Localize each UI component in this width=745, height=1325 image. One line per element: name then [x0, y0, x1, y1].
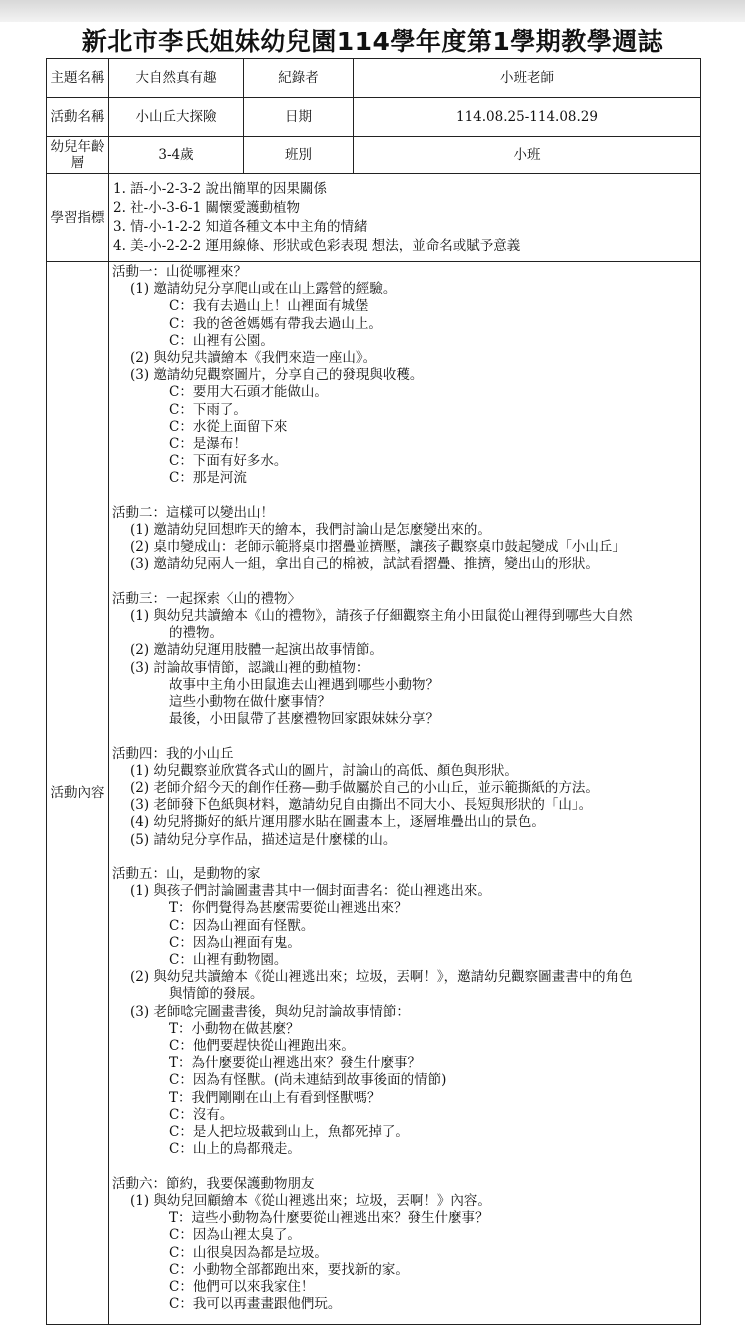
dialogue-line: C：因為山裡面有鬼。 [169, 934, 301, 951]
dialogue-line: C：下雨了。 [169, 401, 247, 418]
activity-title: 活動二：這樣可以變出山！ [112, 504, 274, 521]
date-label: 日期 [244, 98, 354, 137]
dialogue-line: C：小動物全部都跑出來，要找新的家。 [169, 1261, 409, 1278]
activity-title: 活動一：山從哪裡來？ [112, 264, 247, 280]
activity-label: 活動名稱 [47, 98, 109, 137]
activity-value: 小山丘大探險 [109, 98, 244, 137]
goals-label: 學習指標 [47, 174, 109, 262]
browser-top-bar [0, 0, 745, 22]
dialogue-line: C：我的爸爸媽媽有帶我去過山上。 [169, 315, 382, 332]
activity-title: 活動六：節約，我要保護動物朋友 [112, 1175, 315, 1192]
dialogue-line: C：他們可以來我家住！ [169, 1278, 315, 1295]
goal-item: 2. 社-小-3-6-1 關懷愛護動植物 [113, 199, 300, 216]
activity-item: (1) 與幼兒共讀繪本《山的禮物》，請孩子仔細觀察主角小田鼠從山裡得到哪些大自然 [130, 608, 633, 625]
dialogue-line: T：我們剛剛在山上有看到怪獸嗎？ [169, 1089, 381, 1106]
class-label: 班別 [244, 137, 354, 174]
dialogue-line: T：小動物在做甚麼？ [169, 1020, 300, 1037]
discussion-question: 最後，小田鼠帶了甚麼禮物回家跟妹妹分享？ [169, 711, 439, 728]
dialogue-line: C：是人把垃圾載到山上，魚都死掉了。 [169, 1124, 409, 1141]
activity-item-continued: 與情節的發展。 [169, 986, 264, 1003]
goals-list [109, 174, 701, 262]
activity-item: (3) 邀請幼兒兩人一組，拿出自己的棉被，試試看摺疊、推擠，變出山的形狀。 [130, 556, 599, 573]
activity-title: 活動四：我的小山丘 [112, 745, 234, 762]
dialogue-line: C：我可以再畫畫跟他們玩。 [169, 1296, 342, 1313]
dialogue-line: C：他們要趕快從山裡跑出來。 [169, 1038, 355, 1055]
dialogue-line: C：下面有好多水。 [169, 453, 288, 470]
activity-2 [112, 505, 700, 574]
activity-item: (2) 與幼兒共讀繪本《我們來造一座山》。 [130, 350, 377, 367]
activity-item: (1) 與孩子們討論圖畫書其中一個封面書名：從山裡逃出來。 [130, 883, 491, 900]
dialogue-line: C：沒有。 [169, 1106, 234, 1123]
activity-1 [112, 264, 700, 488]
dialogue-line: C：我有去過山上！山裡面有城堡 [169, 298, 369, 315]
dialogue-line: T：為什麼要從山裡逃出來？發生什麼事？ [169, 1055, 422, 1072]
dialogue-line: C：因為有怪獸。(尚未連結到故事後面的情節) [169, 1072, 447, 1089]
activity-item: (5) 請幼兒分享作品，描述這是什麼樣的山。 [130, 831, 397, 848]
page-title: 新北市李氏姐妹幼兒園114學年度第1學期教學週誌 [81, 27, 664, 56]
dialogue-line: C：山上的鳥都飛走。 [169, 1141, 301, 1158]
date-value: 114.08.25-114.08.29 [354, 98, 701, 137]
discussion-question: 這些小動物在做什麼事情？ [169, 694, 331, 711]
dialogue-line: C：要用大石頭才能做山。 [169, 384, 328, 401]
activity-item: (3) 邀請幼兒觀察圖片，分享自己的發現與收穫。 [130, 367, 424, 384]
age-label: 幼兒年齡層 [47, 137, 109, 174]
activity-item: (1) 邀請幼兒回想昨天的繪本，我們討論山是怎麼變出來的。 [130, 522, 491, 539]
dialogue-line: C：山裡有公園。 [169, 332, 274, 349]
dialogue-line: C：山很臭因為都是垃圾。 [169, 1244, 328, 1261]
class-value: 小班 [354, 137, 701, 174]
activity-item: (1) 幼兒觀察並欣賞各式山的圖片，討論山的高低、顏色與形狀。 [130, 762, 518, 779]
theme-label: 主題名稱 [47, 59, 109, 98]
journal-table [46, 58, 701, 1325]
dialogue-line: T：這些小動物為什麼要從山裡逃出來？發生什麼事？ [169, 1210, 489, 1227]
activity-item: (2) 與幼兒共讀繪本《從山裡逃出來；垃圾，丟啊！》，邀請幼兒觀察圖畫書中的角色 [130, 969, 633, 986]
activity-item: (3) 討論故事情節，認識山裡的動植物： [130, 659, 370, 676]
activity-content [109, 262, 701, 1325]
activity-3 [112, 591, 700, 729]
goal-item: 3. 情-小-1-2-2 知道各種文本中主角的情緒 [113, 218, 368, 235]
activity-6 [112, 1176, 700, 1314]
goal-item: 4. 美-小-2-2-2 運用線條、形狀或色彩表現 想法，並命名或賦予意義 [113, 237, 521, 254]
dialogue-line: C：水從上面留下來 [169, 418, 288, 435]
activity-item: (2) 桌巾變成山：老師示範將桌巾摺疊並擠壓，讓孩子觀察桌巾鼓起變成「小山丘」 [130, 539, 626, 556]
recorder-value: 小班老師 [354, 59, 701, 98]
dialogue-line: C：山裡有動物園。 [169, 952, 288, 969]
theme-value: 大自然真有趣 [109, 59, 244, 98]
dialogue-line: T：你們覺得為甚麼需要從山裡逃出來？ [169, 900, 408, 917]
activity-item: (2) 老師介紹今天的創作任務—動手做屬於自己的小山丘，並示範撕紙的方法。 [130, 780, 599, 797]
dialogue-line: C：那是河流 [169, 470, 247, 487]
activity-item-continued: 的禮物。 [169, 625, 223, 642]
recorder-label: 紀錄者 [244, 59, 354, 98]
age-value: 3-4歲 [109, 137, 244, 174]
discussion-question: 故事中主角小田鼠進去山裡遇到哪些小動物？ [169, 676, 439, 693]
activity-item: (1) 與幼兒回顧繪本《從山裡逃出來；垃圾，丟啊！》內容。 [130, 1192, 491, 1209]
content-label: 活動內容 [47, 262, 109, 1325]
activity-item: (4) 幼兒將撕好的紙片運用膠水貼在圖畫本上，逐層堆疊出山的景色。 [130, 814, 545, 831]
activity-5 [112, 866, 700, 1158]
activity-item: (3) 老師唸完圖畫書後，與幼兒討論故事情節： [130, 1003, 410, 1020]
dialogue-line: C：因為山裡太臭了。 [169, 1227, 301, 1244]
activity-item: (2) 邀請幼兒運用肢體一起演出故事情節。 [130, 642, 383, 659]
dialogue-line: C：因為山裡面有怪獸。 [169, 917, 315, 934]
activity-item: (3) 老師發下色紙與材料，邀請幼兒自由撕出不同大小、長短與形狀的「山」。 [130, 797, 593, 814]
activity-item: (1) 邀請幼兒分享爬山或在山上露營的經驗。 [130, 281, 397, 298]
activity-title: 活動五：山，是動物的家 [112, 866, 261, 883]
activity-title: 活動三：一起探索〈山的禮物〉 [112, 590, 301, 607]
goal-item: 1. 語-小-2-3-2 說出簡單的因果關係 [113, 180, 327, 197]
dialogue-line: C：是瀑布！ [169, 436, 247, 453]
activity-4 [112, 746, 700, 849]
